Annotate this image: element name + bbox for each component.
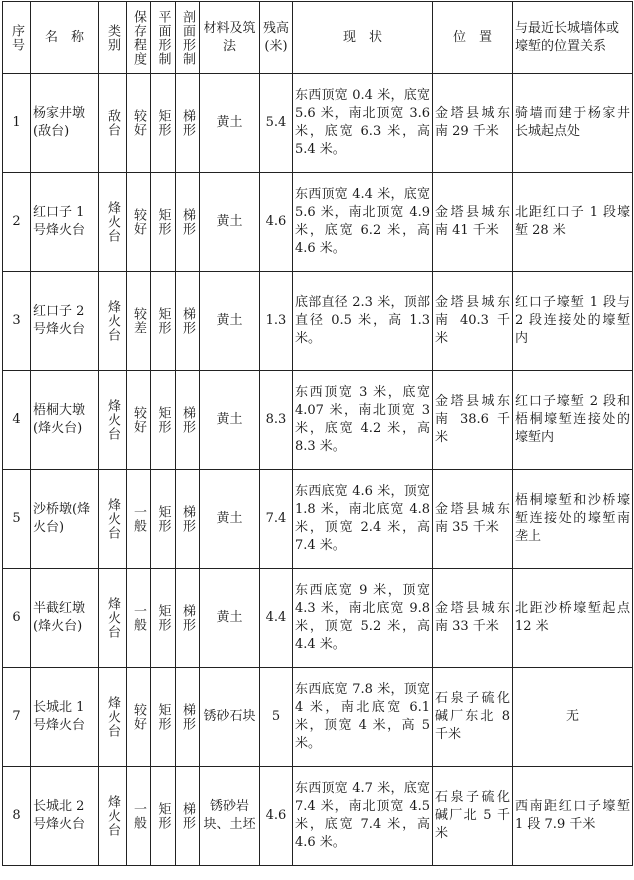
cell-location: 金塔县城东南 40.3 千米 [433, 272, 513, 371]
cell-relation: 骑墙而建于杨家井长城起点处 [513, 74, 633, 173]
cell-plan-text: 矩形 [155, 604, 171, 632]
cell-height: 4.4 [260, 569, 293, 668]
cell-plan-text: 矩形 [155, 208, 171, 236]
table-header-row [3, 2, 633, 74]
cell-status: 东西顶宽 3 米，底宽 4.07 米，南北顶宽 3 米，底宽 4.2 米，高 8.3 米。 [293, 371, 433, 470]
cell-section-text: 梯形 [180, 208, 195, 236]
header-relation: 与最近长城墙体或壕堑的位置关系 [513, 2, 633, 74]
cell-type-text: 敌台 [105, 109, 120, 137]
cell-material: 锈砂岩块、土坯 [200, 767, 260, 866]
cell-preservation [127, 470, 151, 569]
cell-section [176, 74, 200, 173]
cell-section [176, 668, 200, 767]
cell-plan [151, 470, 176, 569]
cell-status: 东西顶宽 0.4 米，底宽 5.6 米，南北顶宽 3.6 米，底宽 6.3 米，高 5.4 米。 [293, 74, 433, 173]
cell-no: 3 [3, 272, 31, 371]
cell-section-text: 梯形 [180, 505, 195, 533]
header-type: 类别 [99, 2, 127, 74]
cell-preservation-text: 较好 [131, 406, 146, 434]
cell-name: 红口子 1 号烽火台 [31, 173, 99, 272]
cell-no: 2 [3, 173, 31, 272]
cell-height: 4.6 [260, 767, 293, 866]
cell-type [99, 272, 127, 371]
cell-type-text: 烽火台 [105, 498, 120, 540]
cell-plan [151, 74, 176, 173]
header-material: 材料及筑法 [200, 2, 260, 74]
cell-no: 4 [3, 371, 31, 470]
table-row [3, 74, 633, 173]
cell-type-text: 烽火台 [105, 795, 120, 837]
beacon-tower-table [2, 1, 633, 866]
cell-status: 东西顶宽 4.7 米，底宽 7.4 米，南北顶宽 4.5 米，底宽 7.4 米，高 4.6 米。 [293, 767, 433, 866]
cell-name: 长城北 2 号烽火台 [31, 767, 99, 866]
cell-type [99, 668, 127, 767]
cell-type-text: 烽火台 [105, 696, 120, 738]
cell-section [176, 173, 200, 272]
cell-section [176, 767, 200, 866]
cell-preservation [127, 767, 151, 866]
cell-no: 8 [3, 767, 31, 866]
cell-material: 黄土 [200, 470, 260, 569]
cell-plan [151, 668, 176, 767]
cell-status: 东西底宽 7.8 米，顶宽 4 米，南北底宽 6.1 米，顶宽 4 米，高 5 米。 [293, 668, 433, 767]
cell-plan [151, 272, 176, 371]
cell-material: 黄土 [200, 569, 260, 668]
header-height: 残高(米) [260, 2, 293, 74]
cell-plan-text: 矩形 [155, 109, 171, 137]
cell-status: 东西顶宽 4.4 米，底宽 5.6 米，南北顶宽 4.9 米，底宽 6.2 米，高 4.6 米。 [293, 173, 433, 272]
cell-location: 石泉子硫化碱厂东北 8 千米 [433, 668, 513, 767]
cell-preservation-text: 一般 [131, 802, 146, 830]
cell-type-text: 烽火台 [105, 597, 120, 639]
cell-material: 黄土 [200, 173, 260, 272]
cell-material: 黄土 [200, 272, 260, 371]
cell-preservation [127, 272, 151, 371]
cell-location: 石泉子硫化碱厂北 5 千米 [433, 767, 513, 866]
cell-status: 东西底宽 9 米，顶宽 4.3 米，南北底宽 9.8 米，顶宽 5.2 米，高 4.4 米。 [293, 569, 433, 668]
cell-location: 金塔县城东南 38.6 千米 [433, 371, 513, 470]
cell-location: 金塔县城东南 41 千米 [433, 173, 513, 272]
cell-section-text: 梯形 [180, 802, 195, 830]
cell-relation: 北距红口子 1 段壕堑 28 米 [513, 173, 633, 272]
cell-plan [151, 371, 176, 470]
table-row [3, 668, 633, 767]
cell-preservation [127, 371, 151, 470]
cell-type [99, 173, 127, 272]
cell-relation: 西南距红口子壕堑 1 段 7.9 千米 [513, 767, 633, 866]
cell-type [99, 767, 127, 866]
cell-preservation-text: 较好 [131, 703, 146, 731]
cell-material: 锈砂石块 [200, 668, 260, 767]
cell-name: 半截红墩(烽火台) [31, 569, 99, 668]
table-row [3, 569, 633, 668]
header-plan: 平面形制 [151, 2, 176, 74]
table-row [3, 173, 633, 272]
cell-type-text: 烽火台 [105, 201, 120, 243]
cell-height: 7.4 [260, 470, 293, 569]
header-name: 名 称 [31, 2, 99, 74]
table-row [3, 272, 633, 371]
cell-status: 东西底宽 4.6 米，顶宽 1.8 米，南北底宽 4.8 米，顶宽 2.4 米，高 7.4 米。 [293, 470, 433, 569]
cell-section-text: 梯形 [180, 406, 195, 434]
cell-section-text: 梯形 [180, 307, 195, 335]
cell-no: 7 [3, 668, 31, 767]
cell-plan-text: 矩形 [155, 802, 171, 830]
cell-preservation-text: 较差 [131, 307, 146, 335]
cell-section [176, 569, 200, 668]
cell-type-text: 烽火台 [105, 399, 120, 441]
cell-material: 黄土 [200, 74, 260, 173]
table-row [3, 371, 633, 470]
cell-relation: 红口子壕堑 1 段与 2 段连接处的壕堑内 [513, 272, 633, 371]
cell-location: 金塔县城东南 33 千米 [433, 569, 513, 668]
cell-height: 8.3 [260, 371, 293, 470]
cell-type [99, 470, 127, 569]
cell-no: 6 [3, 569, 31, 668]
table-row [3, 767, 633, 866]
cell-preservation-text: 较好 [131, 208, 146, 236]
cell-no: 5 [3, 470, 31, 569]
cell-type [99, 74, 127, 173]
cell-height: 5 [260, 668, 293, 767]
cell-plan-text: 矩形 [155, 703, 171, 731]
cell-section-text: 梯形 [180, 109, 195, 137]
cell-relation: 梧桐壕堑和沙桥壕堑连接处的壕堑南垄上 [513, 470, 633, 569]
cell-preservation [127, 569, 151, 668]
cell-plan [151, 173, 176, 272]
cell-plan-text: 矩形 [155, 505, 171, 533]
cell-preservation [127, 74, 151, 173]
cell-section [176, 470, 200, 569]
cell-plan-text: 矩形 [155, 307, 171, 335]
cell-name: 梧桐大墩(烽火台) [31, 371, 99, 470]
cell-name: 长城北 1 号烽火台 [31, 668, 99, 767]
cell-plan [151, 569, 176, 668]
cell-name: 杨家井墩(敌台) [31, 74, 99, 173]
cell-preservation-text: 一般 [131, 505, 146, 533]
cell-height: 1.3 [260, 272, 293, 371]
cell-type [99, 371, 127, 470]
cell-plan-text: 矩形 [155, 406, 171, 434]
cell-preservation [127, 668, 151, 767]
cell-relation: 红口子壕堑 2 段和梧桐壕堑连接处的壕堑内 [513, 371, 633, 470]
cell-height: 4.6 [260, 173, 293, 272]
cell-name: 红口子 2 号烽火台 [31, 272, 99, 371]
cell-height: 5.4 [260, 74, 293, 173]
header-location: 位 置 [433, 2, 513, 74]
table-row [3, 470, 633, 569]
cell-section [176, 272, 200, 371]
cell-status: 底部直径 2.3 米，顶部直径 0.5 米，高 1.3 米。 [293, 272, 433, 371]
cell-preservation-text: 一般 [131, 604, 146, 632]
header-no: 序号 [3, 2, 31, 74]
cell-section [176, 371, 200, 470]
cell-type-text: 烽火台 [105, 300, 120, 342]
cell-type [99, 569, 127, 668]
cell-preservation [127, 173, 151, 272]
header-status: 现 状 [293, 2, 433, 74]
header-preservation: 保存程度 [127, 2, 151, 74]
cell-relation: 北距沙桥壕堑起点 12 米 [513, 569, 633, 668]
cell-location: 金塔县城东南 29 千米 [433, 74, 513, 173]
cell-no: 1 [3, 74, 31, 173]
header-section: 剖面形制 [176, 2, 200, 74]
cell-relation: 无 [513, 668, 633, 767]
cell-preservation-text: 较好 [131, 109, 146, 137]
cell-section-text: 梯形 [180, 703, 195, 731]
cell-section-text: 梯形 [180, 604, 195, 632]
cell-name: 沙桥墩(烽火台) [31, 470, 99, 569]
cell-location: 金塔县城东南 35 千米 [433, 470, 513, 569]
cell-material: 黄土 [200, 371, 260, 470]
cell-plan [151, 767, 176, 866]
